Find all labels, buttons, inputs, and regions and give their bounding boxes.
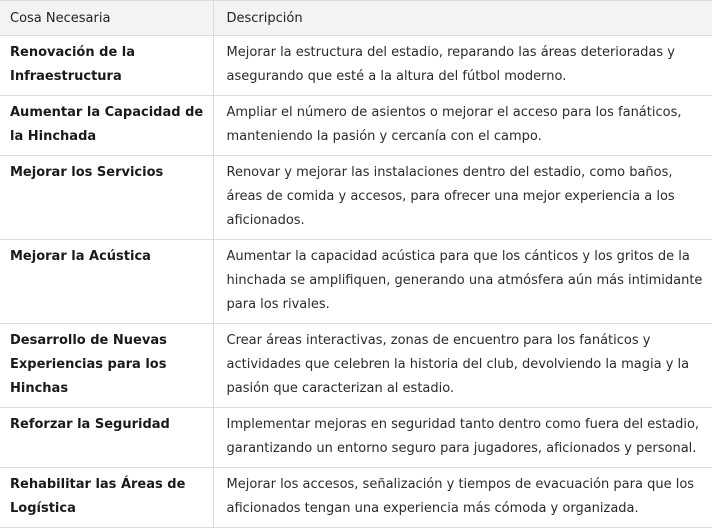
table-row [0, 468, 712, 528]
row-name: Rehabilitar las Áreas de Logística [0, 468, 213, 528]
column-header-cosa-necesaria: Cosa Necesaria [0, 1, 213, 36]
table-row [0, 324, 712, 408]
table-row [0, 240, 712, 324]
row-name: Mejorar la Acústica [0, 240, 213, 324]
row-description: Ampliar el número de asientos o mejorar el acceso para los fanáticos, manteniendo la pasión y cercanía con el campo. [213, 96, 712, 156]
table-row [0, 96, 712, 156]
table-row [0, 408, 712, 468]
row-description: Renovar y mejorar las instalaciones dentro del estadio, como baños, áreas de comida y accesos, para ofrecer una mejor experiencia a los aficionados. [213, 156, 712, 240]
row-name: Reforzar la Seguridad [0, 408, 213, 468]
row-description: Crear áreas interactivas, zonas de encuentro para los fanáticos y actividades que celebren la historia del club, devolviendo la magia y la pasión que caracterizan al estadio. [213, 324, 712, 408]
row-description: Implementar mejoras en seguridad tanto dentro como fuera del estadio, garantizando un entorno seguro para jugadores, aficionados y personal. [213, 408, 712, 468]
row-name: Renovación de la Infraestructura [0, 36, 213, 96]
table-row [0, 36, 712, 96]
row-description: Aumentar la capacidad acústica para que los cánticos y los gritos de la hinchada se amplifiquen, generando una atmósfera aún más intimidante para los rivales. [213, 240, 712, 324]
row-description: Mejorar la estructura del estadio, reparando las áreas deterioradas y asegurando que esté a la altura del fútbol moderno. [213, 36, 712, 96]
row-description: Mejorar los accesos, señalización y tiempos de evacuación para que los aficionados tengan una experiencia más cómoda y organizada. [213, 468, 712, 528]
row-name: Aumentar la Capacidad de la Hinchada [0, 96, 213, 156]
column-header-descripcion: Descripción [213, 1, 712, 36]
row-name: Mejorar los Servicios [0, 156, 213, 240]
table-header-row [0, 1, 712, 36]
table-row [0, 156, 712, 240]
row-name: Desarrollo de Nuevas Experiencias para los Hinchas [0, 324, 213, 408]
